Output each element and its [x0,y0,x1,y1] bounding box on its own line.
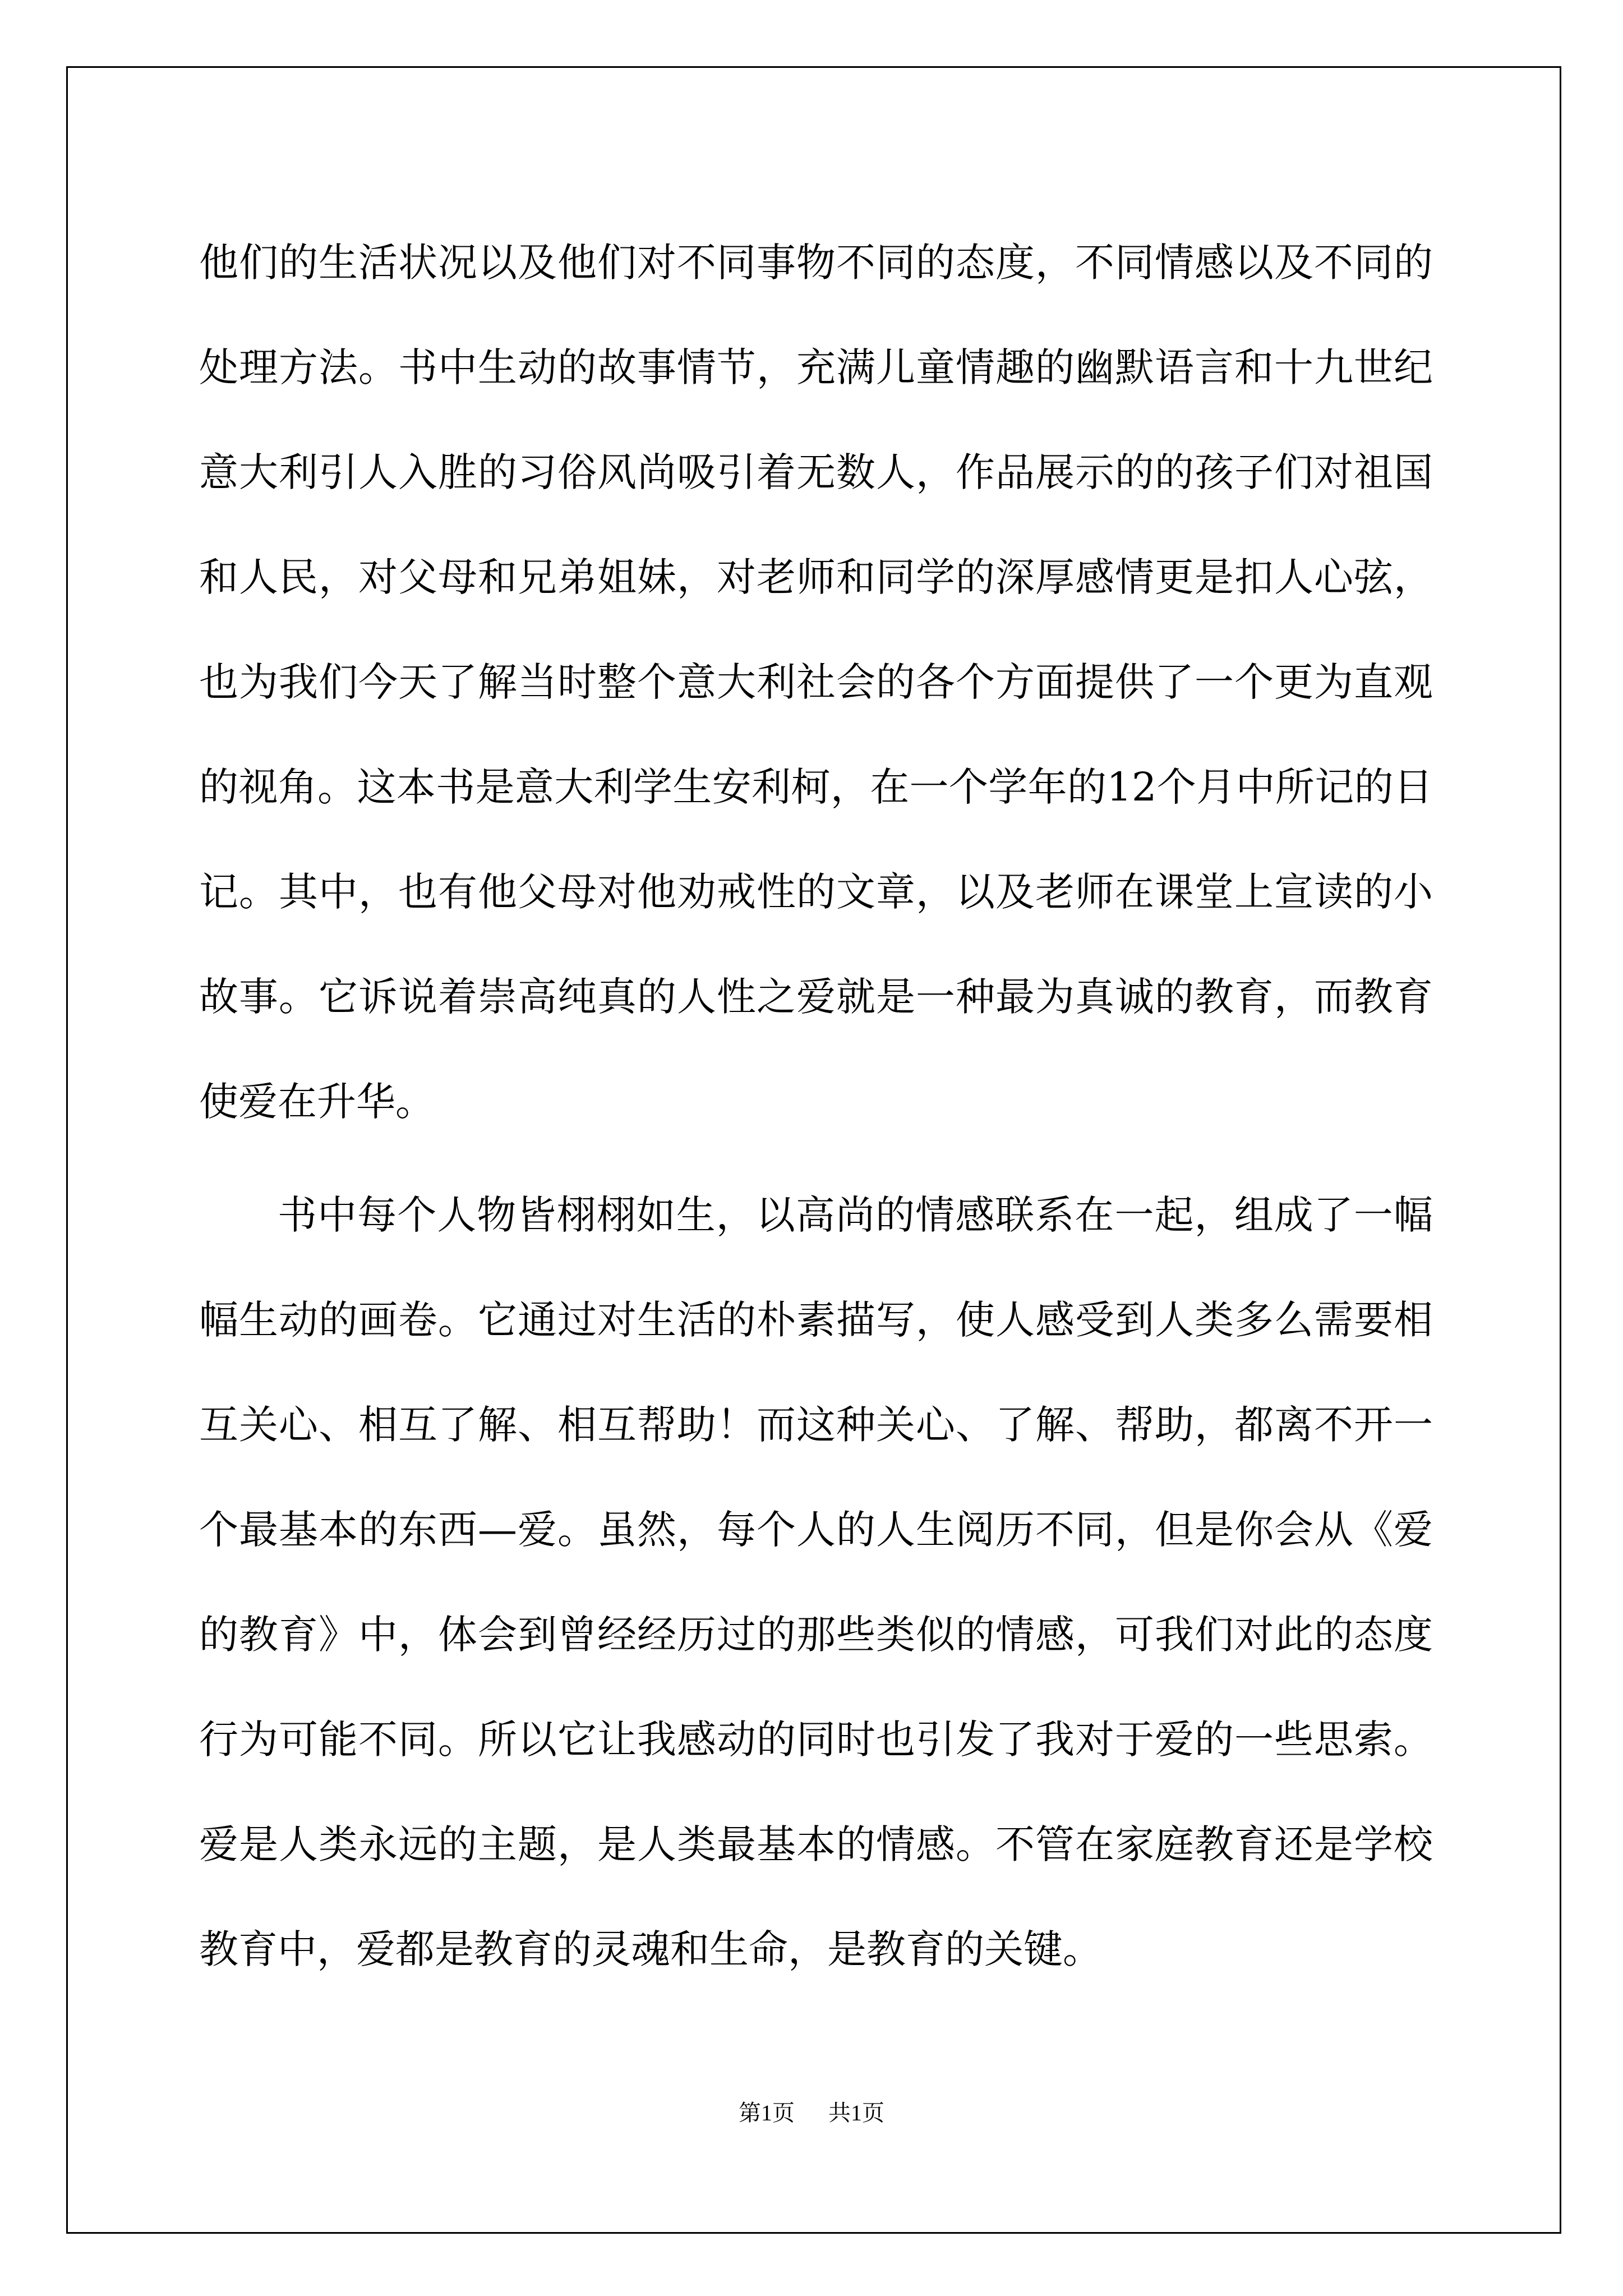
paragraph-2: 书中每个人物皆栩栩如生，以高尚的情感联系在一起，组成了一幅幅生动的画卷。它通过对生活的朴素描写，使人感受到人类多么需要相互关心、相互了解、相互帮助！而这种关心、了解、帮助，都离不开一个最基本的东西—爱。虽然，每个人的人生阅历不同，但是你会从《爱的教育》中，体会到曾经经历过的那些类似的情感，可我们对此的态度行为可能不同。所以它让我感动的同时也引发了我对于爱的一些思索。爱是人类永远的主题，是人类最基本的情感。不管在家庭教育还是学校教育中，爱都是教育的灵魂和生命，是教育的关键。 [199,1192,1433,1972]
page-number-current: 第1页 [739,2100,795,2125]
page-number-total: 共1页 [828,2100,884,2125]
paragraph-1: 他们的生活状况以及他们对不同事物不同的态度，不同情感以及不同的处理方法。书中生动的故事情节，充满儿童情趣的幽默语言和十九世纪意大利引人入胜的习俗风尚吸引着无数人，作品展示的的孩子们对祖国和人民，对父母和兄弟姐妹，对老师和同学的深厚感情更是扣人心弦，也为我们今天了解当时整个意大利社会的各个方面提供了一个更为直观的视角。这本书是意大利学生安利柯，在一个学年的12个月中所记的日记。其中，也有他父母对他劝戒性的文章，以及老师在课堂上宣读的小故事。它诉说着崇高纯真的人性之爱就是一种最为真诚的教育，而教育使爱在升华。 [199,240,1433,1125]
page-footer [0,2095,1623,2127]
document-body [199,210,1433,2010]
